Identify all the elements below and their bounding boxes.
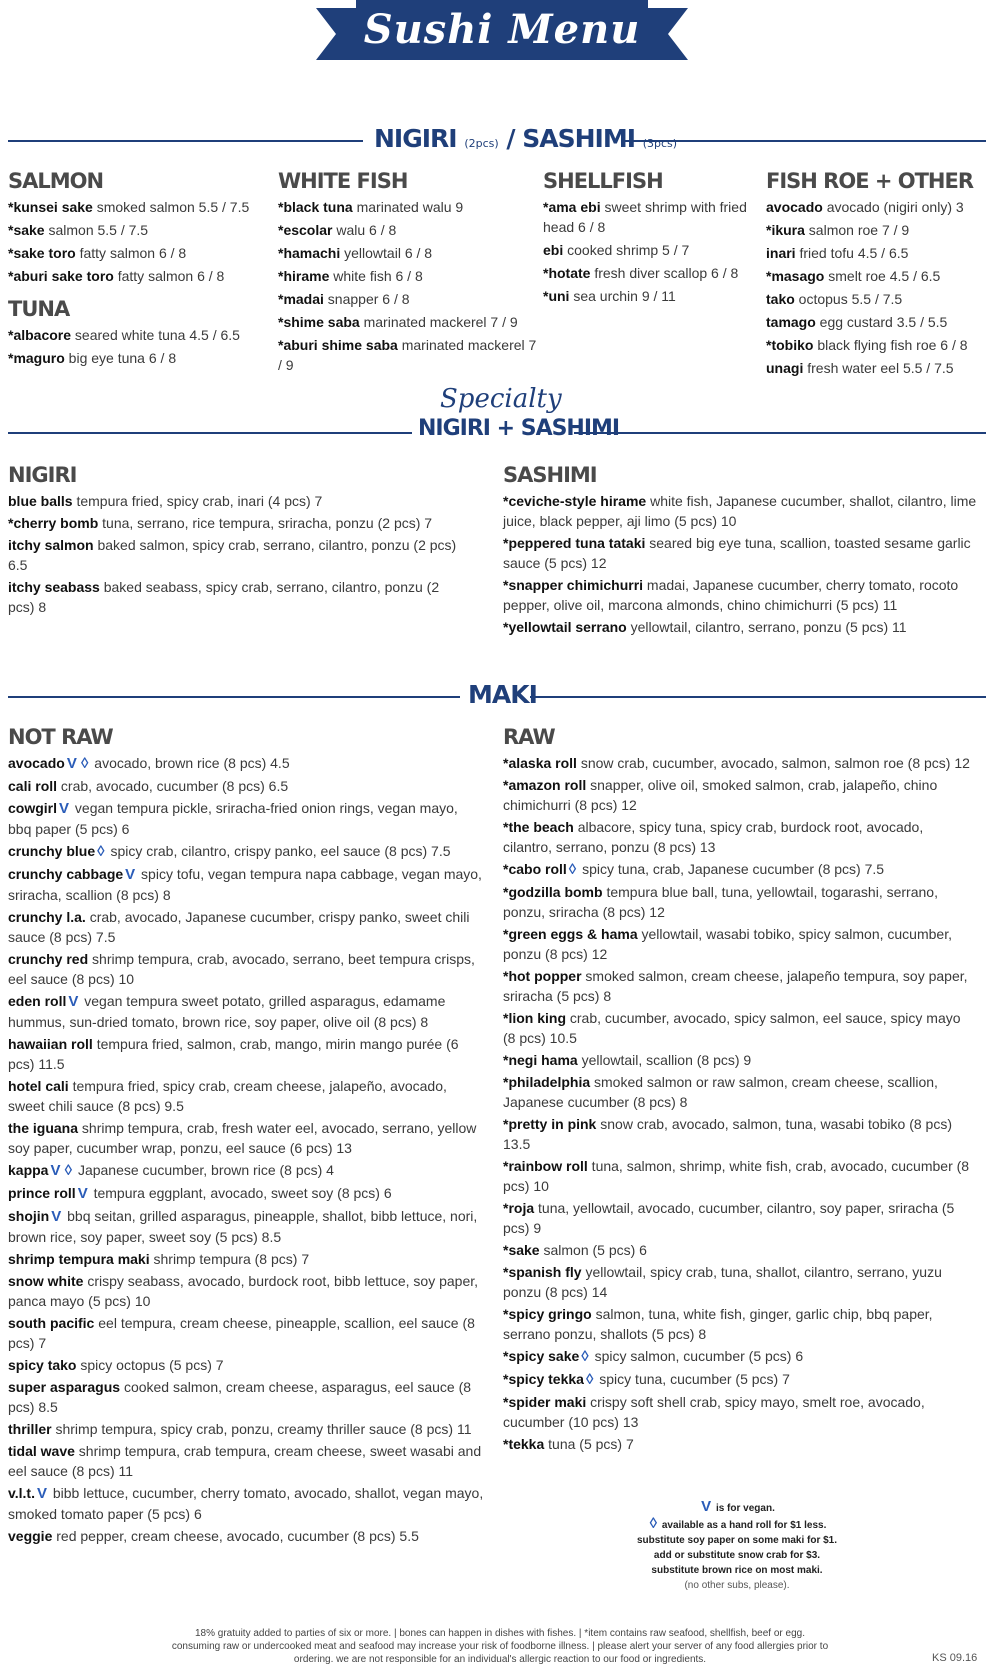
column-raw xyxy=(503,724,973,1456)
menu-item-name: inari xyxy=(766,245,796,261)
menu-item-name: crunchy blue xyxy=(8,843,96,859)
menu-item xyxy=(503,1156,973,1196)
menu-item-desc: cooked shrimp 5 / 7 xyxy=(563,242,690,258)
menu-item-desc: avocado, brown rice (8 pcs) 4.5 xyxy=(90,755,290,771)
column-fish-roe xyxy=(766,168,996,381)
menu-item-name: *spicy tekka xyxy=(503,1371,584,1387)
menu-item-desc: shrimp tempura, crab, avocado, serrano, beet tempura crisps, eel sauce (8 pcs) 10 xyxy=(8,951,475,987)
menu-item-desc: shrimp tempura, spicy crab, ponzu, creamy thriller sauce (8 pcs) 11 xyxy=(51,1421,472,1437)
menu-item-name: *ceviche-style hirame xyxy=(503,493,647,509)
menu-item xyxy=(503,817,973,857)
menu-item xyxy=(8,1076,484,1116)
menu-item-desc: baked seabass, spicy crab, serrano, cilantro, ponzu (2 pcs) 8 xyxy=(8,579,440,615)
menu-item xyxy=(503,491,993,531)
menu-item-desc: yellowtail, spicy crab, tuna, shallot, cilantro, serrano, yuzu ponzu (8 pcs) 14 xyxy=(503,1264,942,1300)
menu-item xyxy=(503,1392,973,1432)
column-heading: WHITE FISH xyxy=(278,169,408,193)
menu-item-desc: marinated mackerel 7 / 9 xyxy=(278,337,537,373)
menu-item-desc: bbq seitan, grilled asparagus, pineapple, shallot, bibb lettuce, nori, brown rice, soy paper, sweet soy (5 pcs) 8.5 xyxy=(8,1208,478,1245)
section-title-maki: MAKI xyxy=(468,680,537,709)
menu-item xyxy=(543,263,763,283)
menu-item xyxy=(766,220,996,240)
menu-item-desc: madai, Japanese cucumber, cherry tomato, rocoto pepper, olive oil, marcona almonds, chino chimichurri (5 pcs) 11 xyxy=(503,577,959,613)
menu-item xyxy=(8,1249,484,1269)
menu-item-desc: vegan tempura pickle, sriracha-fried onion rings, vegan mayo, bbq paper (5 pcs) 6 xyxy=(8,800,458,837)
menu-item-name: *philadelphia xyxy=(503,1074,591,1090)
menu-item xyxy=(278,289,538,309)
menu-item-name: *hirame xyxy=(278,268,330,284)
menu-item-desc: snow crab, cucumber, avocado, salmon, salmon roe (8 pcs) 12 xyxy=(576,755,970,771)
menu-item xyxy=(8,1526,484,1546)
menu-item-name: eden roll xyxy=(8,993,67,1009)
menu-item xyxy=(8,1483,484,1524)
menu-item xyxy=(503,1198,973,1238)
menu-item-name: shrimp tempura maki xyxy=(8,1251,150,1267)
column-white-fish xyxy=(278,168,538,378)
menu-item xyxy=(8,1206,484,1247)
hand-roll-mark-icon: ◊ xyxy=(649,1515,658,1532)
menu-item-name: thriller xyxy=(8,1421,52,1437)
menu-item-desc: tempura eggplant, avocado, sweet soy (8 pcs) 6 xyxy=(89,1185,392,1201)
menu-item-name: *hotate xyxy=(543,265,591,281)
diet-tag-icon: ◊ xyxy=(568,861,577,878)
divider-line xyxy=(8,432,412,434)
menu-item-desc: avocado (nigiri only) 3 xyxy=(822,199,964,215)
menu-item xyxy=(766,335,996,355)
menu-item-desc: walu 6 / 8 xyxy=(332,222,397,238)
menu-item xyxy=(278,220,538,240)
menu-item xyxy=(503,1346,973,1367)
menu-item xyxy=(8,949,484,989)
menu-item-desc: yellowtail, wasabi tobiko, spicy salmon, cucumber, ponzu (8 pcs) 12 xyxy=(503,926,952,962)
menu-item xyxy=(8,513,468,533)
menu-item xyxy=(8,798,484,839)
menu-item-name: cali roll xyxy=(8,778,58,794)
menu-item-name: *cabo roll xyxy=(503,861,567,877)
menu-item-desc: tempura fried, spicy crab, inari (4 pcs) 7 xyxy=(72,493,323,509)
menu-item-desc: cooked salmon, cream cheese, asparagus, eel sauce (8 pcs) 8.5 xyxy=(8,1379,472,1415)
menu-item-desc: white fish, Japanese cucumber, shallot, cilantro, lime juice, black pepper, aji limo (5 pcs) 10 xyxy=(503,493,977,529)
menu-item-desc: salmon, tuna, white fish, ginger, garlic chip, bbq paper, serrano ponzu, shallots (5 pcs) 8 xyxy=(503,1306,933,1342)
menu-item-name: *aburi sake toro xyxy=(8,268,114,284)
menu-item xyxy=(503,1240,973,1260)
diet-tag-icon: V xyxy=(59,800,70,817)
menu-item xyxy=(8,1377,484,1417)
menu-item-desc: yellowtail, cilantro, serrano, ponzu (5 pcs) 11 xyxy=(626,619,907,635)
menu-item-desc: spicy tuna, cucumber (5 pcs) 7 xyxy=(595,1371,790,1387)
diet-tag-icon: ◊ xyxy=(581,1348,589,1365)
menu-item-name: *pretty in pink xyxy=(503,1116,597,1132)
menu-item-desc: tuna, serrano, rice tempura, sriracha, ponzu (2 pcs) 7 xyxy=(98,515,433,531)
menu-item-desc: vegan tempura sweet potato, grilled asparagus, edamame hummus, sun-dried tomato, brown rice, soy paper, olive oil (8 pcs) 8 xyxy=(8,993,446,1030)
menu-item-name: shojin xyxy=(8,1208,50,1224)
menu-item-name: super asparagus xyxy=(8,1379,121,1395)
divider-line xyxy=(8,140,363,142)
menu-item xyxy=(503,533,993,573)
menu-item-name: cowgirl xyxy=(8,800,58,816)
menu-item-desc: baked salmon, spicy crab, serrano, cilantro, ponzu (2 pcs) 6.5 xyxy=(8,537,457,573)
menu-item xyxy=(278,197,538,217)
diet-tag-icon: V ◊ xyxy=(66,755,89,772)
menu-item-desc: sea urchin 9 / 11 xyxy=(569,288,676,304)
menu-item-desc: shrimp tempura (8 pcs) 7 xyxy=(149,1251,310,1267)
menu-item-name: *ikura xyxy=(766,222,805,238)
menu-item-name: *lion king xyxy=(503,1010,566,1026)
menu-item-name: snow white xyxy=(8,1273,84,1289)
menu-item xyxy=(8,197,278,217)
menu-item-name: *green eggs & hama xyxy=(503,926,638,942)
menu-item xyxy=(766,266,996,286)
menu-item xyxy=(503,753,973,773)
menu-item-name: *sake xyxy=(503,1242,540,1258)
menu-item-name: *masago xyxy=(766,268,825,284)
menu-item xyxy=(503,1008,973,1048)
specialty-script: Specialty xyxy=(440,384,562,414)
menu-item-name: crunchy l.a. xyxy=(8,909,86,925)
menu-item xyxy=(8,1355,484,1375)
menu-item-desc: white fish 6 / 8 xyxy=(329,268,423,284)
footer-disclaimer: 18% gratuity added to parties of six or more. | bones can happen in dishes with fishes. | *item contains raw seafood, shellfish, beef or egg. consuming raw or undercooked meat and seafood may increase your risk of foodborne illness. | please alert your server of any food allergies prior to ordering. we are not responsible for an individual's allergic reaction to our food or ingredients. xyxy=(171,1628,829,1665)
menu-item-name: spicy tako xyxy=(8,1357,77,1373)
menu-item-name: *hamachi xyxy=(278,245,341,261)
menu-item xyxy=(503,1262,973,1302)
menu-item-desc: tempura fried, salmon, crab, mango, mirin mango purée (6 pcs) 11.5 xyxy=(8,1036,459,1072)
menu-item-name: *roja xyxy=(503,1200,535,1216)
menu-item-desc: crispy soft shell crab, spicy mayo, smelt roe, avocado, cucumber (10 pcs) 13 xyxy=(503,1394,925,1430)
menu-item xyxy=(8,535,468,575)
menu-item xyxy=(8,1313,484,1353)
menu-item-desc: snapper 6 / 8 xyxy=(323,291,410,307)
column-heading: TUNA xyxy=(8,297,70,321)
menu-item xyxy=(766,312,996,332)
menu-item-desc: smelt roe 4.5 / 6.5 xyxy=(824,268,941,284)
menu-item-name: *the beach xyxy=(503,819,574,835)
menu-item-name: tamago xyxy=(766,314,816,330)
column-heading: SALMON xyxy=(8,169,104,193)
menu-item-desc: crab, cucumber, avocado, spicy salmon, eel sauce, spicy mayo (8 pcs) 10.5 xyxy=(503,1010,961,1046)
menu-item-desc: tempura fried, spicy crab, cream cheese, jalapeño, avocado, sweet chili sauce (8 pcs) 9.5 xyxy=(8,1078,447,1114)
menu-item-desc: seared big eye tuna, scallion, toasted sesame garlic sauce (5 pcs) 12 xyxy=(503,535,971,571)
menu-item xyxy=(503,575,993,615)
menu-item-name: *spider maki xyxy=(503,1394,587,1410)
menu-item-desc: big eye tuna 6 / 8 xyxy=(64,350,177,366)
menu-item xyxy=(8,325,278,345)
menu-item xyxy=(8,864,484,905)
menu-item-name: tidal wave xyxy=(8,1443,75,1459)
menu-item xyxy=(503,1072,973,1112)
section-title-nigiri-sashimi: NIGIRI (2pcs) / SASHIMI (3pcs) xyxy=(374,124,678,153)
menu-item-name: *alaska roll xyxy=(503,755,577,771)
menu-item xyxy=(8,1441,484,1481)
menu-item-desc: eel tempura, cream cheese, pineapple, scallion, eel sauce (8 pcs) 7 xyxy=(8,1315,475,1351)
menu-item xyxy=(503,1114,973,1154)
diet-tag-icon: ◊ xyxy=(585,1371,594,1388)
menu-item-desc: albacore, spicy tuna, spicy crab, burdock root, avocado, cilantro, serrano, ponzu (8 pcs) 13 xyxy=(503,819,924,855)
diet-tag-icon: V xyxy=(36,1485,47,1502)
menu-item xyxy=(503,966,973,1006)
menu-item-desc: black flying fish roe 6 / 8 xyxy=(813,337,968,353)
menu-item xyxy=(8,1160,484,1181)
menu-item-name: *rainbow roll xyxy=(503,1158,588,1174)
menu-item xyxy=(8,991,484,1032)
menu-item xyxy=(8,1183,484,1204)
page-title: Sushi Menu xyxy=(363,6,641,53)
menu-item-desc: bibb lettuce, cucumber, cherry tomato, avocado, shallot, vegan mayo, smoked tomato paper (5 pcs) 6 xyxy=(8,1485,484,1522)
menu-item xyxy=(278,243,538,263)
menu-item xyxy=(8,266,278,286)
menu-item-name: *shime saba xyxy=(278,314,360,330)
menu-item-name: crunchy red xyxy=(8,951,89,967)
menu-item xyxy=(503,1050,973,1070)
menu-item-desc: marinated mackerel 7 / 9 xyxy=(359,314,518,330)
menu-item-desc: crab, avocado, Japanese cucumber, crispy panko, sweet chili sauce (8 pcs) 7.5 xyxy=(8,909,470,945)
menu-item-desc: spicy crab, cilantro, crispy panko, eel sauce (8 pcs) 7.5 xyxy=(106,843,451,859)
menu-item-desc: smoked salmon 5.5 / 7.5 xyxy=(92,199,250,215)
menu-item-name: *hot popper xyxy=(503,968,582,984)
menu-item-name: *aburi shime saba xyxy=(278,337,398,353)
menu-item-desc: tempura blue ball, tuna, yellowtail, togarashi, serrano, ponzu, sriracha (8 pcs) 12 xyxy=(503,884,938,920)
menu-item-desc: tuna, yellowtail, avocado, cucumber, cilantro, soy paper, sriracha (5 pcs) 9 xyxy=(503,1200,955,1236)
menu-item xyxy=(8,841,484,862)
vegan-mark-icon: V xyxy=(701,1498,712,1515)
menu-item-name: south pacific xyxy=(8,1315,95,1331)
menu-item-desc: salmon roe 7 / 9 xyxy=(804,222,910,238)
menu-item-name: *cherry bomb xyxy=(8,515,99,531)
menu-item-name: kappa xyxy=(8,1162,49,1178)
section-title-specialty: NIGIRI + SASHIMI xyxy=(418,416,620,441)
column-salmon xyxy=(8,168,278,371)
menu-item-name: *snapper chimichurri xyxy=(503,577,644,593)
menu-item-name: *black tuna xyxy=(278,199,353,215)
menu-item-desc: shrimp tempura, crab, fresh water eel, avocado, serrano, yellow soy paper, cucumber wrap, ponzu, eel sauce (6 pcs) 13 xyxy=(8,1120,477,1156)
column-heading: RAW xyxy=(503,725,555,749)
menu-item xyxy=(503,1304,973,1344)
column-heading: NIGIRI xyxy=(8,463,77,487)
menu-item xyxy=(766,197,996,217)
diet-tag-icon: ◊ xyxy=(97,843,105,860)
menu-item-name: *yellowtail serrano xyxy=(503,619,627,635)
menu-item-desc: seared white tuna 4.5 / 6.5 xyxy=(71,327,240,343)
diet-tag-icon: V xyxy=(68,993,79,1010)
column-shellfish xyxy=(543,168,763,309)
menu-item xyxy=(503,1369,973,1390)
menu-item-name: *spicy sake xyxy=(503,1348,580,1364)
menu-item-desc: red pepper, cream cheese, avocado, cucumber (8 pcs) 5.5 xyxy=(52,1528,419,1544)
menu-item xyxy=(766,243,996,263)
menu-item-name: crunchy cabbage xyxy=(8,866,124,882)
menu-item-name: avocado xyxy=(8,755,65,771)
menu-item xyxy=(8,220,278,240)
menu-item-name: *ama ebi xyxy=(543,199,601,215)
menu-item-name: *albacore xyxy=(8,327,72,343)
menu-item-name: unagi xyxy=(766,360,804,376)
menu-item-desc: egg custard 3.5 / 5.5 xyxy=(815,314,948,330)
menu-item-desc: tuna (5 pcs) 7 xyxy=(544,1436,634,1452)
menu-item xyxy=(543,197,763,237)
menu-item-desc: marinated walu 9 xyxy=(352,199,464,215)
menu-item xyxy=(503,775,973,815)
menu-item-desc: crispy seabass, avocado, burdock root, bibb lettuce, soy paper, panca mayo (5 pcs) 10 xyxy=(8,1273,479,1309)
menu-item-name: prince roll xyxy=(8,1185,76,1201)
column-heading: FISH ROE + OTHER xyxy=(766,169,974,193)
menu-item xyxy=(278,335,538,375)
menu-item-name: *amazon roll xyxy=(503,777,587,793)
menu-item-name: *godzilla bomb xyxy=(503,884,603,900)
menu-item xyxy=(8,776,484,796)
menu-item xyxy=(8,907,484,947)
menu-item-name: itchy salmon xyxy=(8,537,94,553)
column-heading: SASHIMI xyxy=(503,463,597,487)
diet-tag-icon: V xyxy=(77,1185,88,1202)
menu-item xyxy=(8,577,468,617)
menu-item-desc: crab, avocado, cucumber (8 pcs) 6.5 xyxy=(57,778,289,794)
menu-item-desc: fatty salmon 6 / 8 xyxy=(75,245,187,261)
column-heading: SHELLFISH xyxy=(543,169,663,193)
column-not-raw xyxy=(8,724,484,1548)
menu-item-desc: octopus 5.5 / 7.5 xyxy=(794,291,903,307)
menu-item xyxy=(543,240,763,260)
diet-tag-icon: V xyxy=(125,866,136,883)
menu-item-name: veggie xyxy=(8,1528,53,1544)
menu-item xyxy=(503,882,973,922)
menu-item-desc: salmon 5.5 / 7.5 xyxy=(44,222,149,238)
divider-line xyxy=(8,696,460,698)
menu-item-name: itchy seabass xyxy=(8,579,100,595)
menu-item-name: *tekka xyxy=(503,1436,545,1452)
menu-item-name: hawaiian roll xyxy=(8,1036,93,1052)
menu-item xyxy=(8,1419,484,1439)
menu-item-name: blue balls xyxy=(8,493,73,509)
column-heading: NOT RAW xyxy=(8,725,113,749)
menu-item-desc: spicy octopus (5 pcs) 7 xyxy=(76,1357,224,1373)
menu-item xyxy=(8,753,484,774)
menu-item-desc: fried tofu 4.5 / 6.5 xyxy=(795,245,909,261)
menu-item-desc: sweet shrimp with fried head 6 / 8 xyxy=(543,199,747,235)
legend-notes: V is for vegan. ◊ available as a hand roll for $1 less. substitute soy paper on some maki for $1. add or substitute snow crab for $3. substitute brown rice on most maki. (no other subs, please). xyxy=(636,1498,838,1591)
menu-item-desc: snapper, olive oil, smoked salmon, crab, jalapeño, chino chimichurri (8 pcs) 12 xyxy=(503,777,938,813)
column-specialty-sashimi xyxy=(503,462,993,639)
menu-item-name: *maguro xyxy=(8,350,65,366)
menu-item xyxy=(503,1434,973,1454)
menu-code: KS 09.16 xyxy=(932,1652,978,1664)
menu-item-name: *spicy gringo xyxy=(503,1306,592,1322)
menu-item-desc: Japanese cucumber, brown rice (8 pcs) 4 xyxy=(74,1162,334,1178)
menu-item-desc: smoked salmon, cream cheese, jalapeño tempura, soy paper, sriracha (5 pcs) 8 xyxy=(503,968,968,1004)
menu-item-name: *sake xyxy=(8,222,45,238)
menu-item-desc: spicy tofu, vegan tempura napa cabbage, vegan mayo, sriracha, scallion (8 pcs) 8 xyxy=(8,866,482,903)
menu-item-desc: yellowtail 6 / 8 xyxy=(340,245,433,261)
menu-item-desc: tuna, salmon, shrimp, white fish, crab, avocado, cucumber (8 pcs) 10 xyxy=(503,1158,970,1194)
menu-item-desc: yellowtail, scallion (8 pcs) 9 xyxy=(577,1052,752,1068)
menu-item-desc: salmon (5 pcs) 6 xyxy=(539,1242,647,1258)
menu-item xyxy=(8,348,278,368)
menu-item-name: hotel cali xyxy=(8,1078,69,1094)
menu-item-name: the iguana xyxy=(8,1120,79,1136)
menu-item xyxy=(8,1271,484,1311)
menu-item xyxy=(543,286,763,306)
menu-item-name: tako xyxy=(766,291,795,307)
menu-item-name: ebi xyxy=(543,242,564,258)
menu-item-name: *sake toro xyxy=(8,245,76,261)
menu-item xyxy=(278,266,538,286)
menu-item-desc: fatty salmon 6 / 8 xyxy=(113,268,225,284)
menu-item xyxy=(8,243,278,263)
diet-tag-icon: V ◊ xyxy=(50,1162,73,1179)
menu-item-name: *negi hama xyxy=(503,1052,578,1068)
menu-item-name: avocado xyxy=(766,199,823,215)
divider-line xyxy=(574,432,986,434)
menu-item xyxy=(8,1034,484,1074)
menu-item-name: *spanish fly xyxy=(503,1264,582,1280)
menu-item xyxy=(278,312,538,332)
menu-item xyxy=(766,358,996,378)
menu-item-name: *uni xyxy=(543,288,570,304)
menu-item xyxy=(503,924,973,964)
menu-item-name: *madai xyxy=(278,291,324,307)
menu-item-name: v.l.t. xyxy=(8,1485,35,1501)
menu-item-desc: fresh diver scallop 6 / 8 xyxy=(590,265,739,281)
menu-item xyxy=(8,1118,484,1158)
menu-item-name: *peppered tuna tataki xyxy=(503,535,646,551)
divider-line xyxy=(530,696,986,698)
menu-item-desc: spicy salmon, cucumber (5 pcs) 6 xyxy=(590,1348,804,1364)
menu-item-desc: spicy tuna, crab, Japanese cucumber (8 pcs) 7.5 xyxy=(578,861,885,877)
menu-item-name: *kunsei sake xyxy=(8,199,93,215)
menu-item-name: *tobiko xyxy=(766,337,814,353)
menu-item-desc: shrimp tempura, crab tempura, cream cheese, sweet wasabi and eel sauce (8 pcs) 11 xyxy=(8,1443,482,1479)
menu-item-name: *escolar xyxy=(278,222,333,238)
menu-item xyxy=(503,859,973,880)
diet-tag-icon: V xyxy=(51,1208,62,1225)
menu-item-desc: fresh water eel 5.5 / 7.5 xyxy=(803,360,954,376)
menu-item-desc: snow crab, avocado, salmon, tuna, wasabi tobiko (8 pcs) 13.5 xyxy=(503,1116,952,1152)
menu-item xyxy=(8,491,468,511)
menu-item xyxy=(503,617,993,637)
menu-item-desc: smoked salmon or raw salmon, cream cheese, scallion, Japanese cucumber (8 pcs) 8 xyxy=(503,1074,938,1110)
menu-item xyxy=(766,289,996,309)
column-specialty-nigiri xyxy=(8,462,468,619)
